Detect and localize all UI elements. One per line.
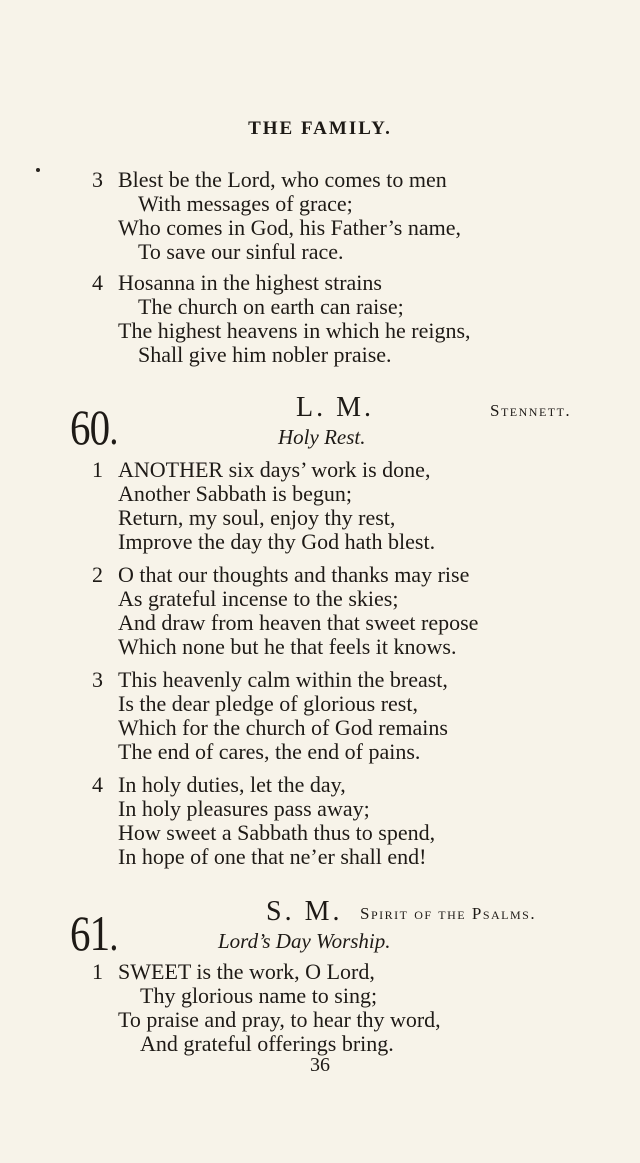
verse-line: With messages of grace; [138,191,353,216]
tune-name: Lord’s Day Worship. [218,929,391,953]
hymn-number: 61. [70,905,118,961]
verse-line: In hope of one that ne’er shall end! [118,844,427,869]
author-name: Stennett. [490,401,572,420]
verse-line: Thy glorious name to sing; [140,983,378,1008]
verse-line: O that our thoughts and thanks may rise [118,562,470,587]
verse-number: 1 [92,457,103,482]
verse-number: 1 [92,959,103,984]
verse-line: This heavenly calm within the breast, [118,667,448,692]
verse-line: To save our sinful race. [138,239,344,264]
verse-line: Improve the day thy God hath blest. [118,529,436,554]
verse-line: Which none but he that feels it knows. [118,634,457,659]
verse-line: To praise and pray, to hear thy word, [118,1007,441,1032]
verse-line: ANOTHER six days’ work is done, [118,457,431,482]
verse-line: And grateful offerings bring. [140,1031,394,1056]
verse-line: As grateful incense to the skies; [118,586,399,611]
verse-line: Is the dear pledge of glorious rest, [118,691,418,716]
tune-name: Holy Rest. [278,425,366,449]
verse-number: 4 [92,270,103,295]
verse-line: How sweet a Sabbath thus to spend, [118,820,436,845]
verse-line: Which for the church of God remains [118,715,448,740]
verse-line: In holy pleasures pass away; [118,796,370,821]
verse-line: The end of cares, the end of pains. [118,739,421,764]
verse-line: The church on earth can raise; [138,294,404,319]
hymn-number: 60. [70,399,118,455]
verse-line: Shall give him nobler praise. [138,342,392,367]
page-number: 36 [310,1054,330,1076]
author-name: Spirit of the Psalms. [360,904,537,923]
verse-line: Return, my soul, enjoy thy rest, [118,505,396,530]
verse-line: SWEET is the work, O Lord, [118,959,375,984]
verse-line: The highest heavens in which he reigns, [118,318,471,343]
verse-line: Hosanna in the highest strains [118,270,382,295]
verse-line: Blest be the Lord, who comes to men [118,167,447,192]
verse-line: And draw from heaven that sweet repose [118,610,479,635]
running-header: THE FAMILY. [248,118,392,139]
verse-line: Another Sabbath is begun; [118,481,353,506]
verse-number: 4 [92,772,103,797]
meter-label: S. M. [266,896,343,927]
meter-label: L. M. [296,392,374,423]
verse-number: 2 [92,562,103,587]
verse-number: 3 [92,167,103,192]
print-speck [36,168,40,172]
verse-number: 3 [92,667,103,692]
verse-line: Who comes in God, his Father’s name, [118,215,461,240]
verse-line: In holy duties, let the day, [118,772,346,797]
